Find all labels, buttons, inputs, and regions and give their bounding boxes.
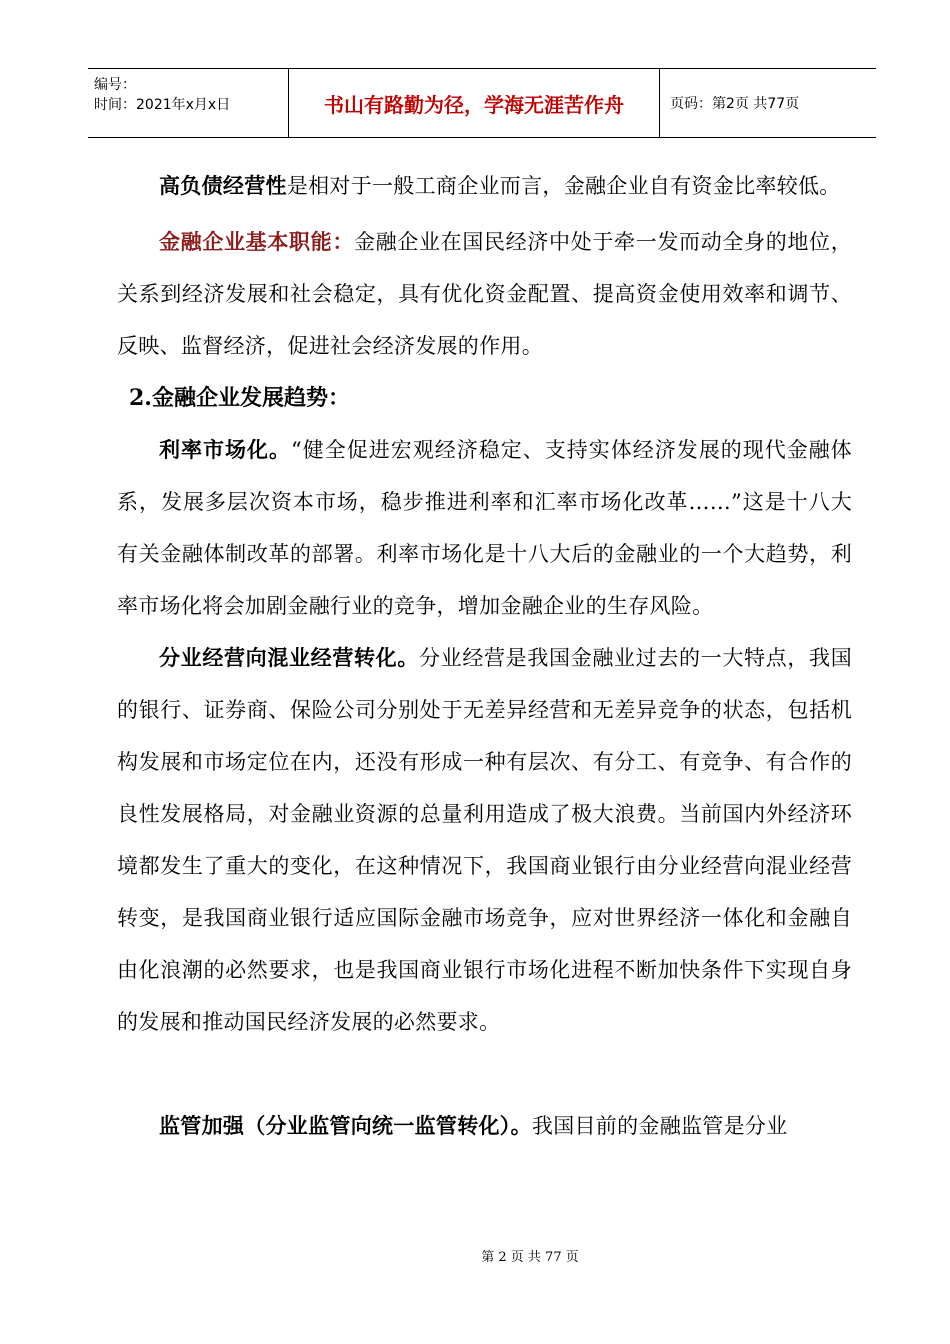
page-footer: 第 2 页 共 77 页 xyxy=(481,1250,579,1265)
paragraph-basic-functions xyxy=(117,216,852,372)
page-header xyxy=(88,68,876,138)
header-number: 编号： xyxy=(94,77,136,93)
paragraph-text: 金融企业在国民经济中处于牵一发而动全身的地位，关系到经济发展和社会稳定，具有优化资金配置、提高资金使用效率和调节、反映、监督经济，促进社会经济发展的作用。 xyxy=(117,230,852,358)
paragraph-lead: 高负债经营性 xyxy=(159,173,287,198)
paragraph-text: “健全促进宏观经济稳定、支持实体经济发展的现代金融体系，发展多层次资本市场，稳步推进利率和汇率市场化改革……”这是十八大有关金融体制改革的部署。利率市场化是十八大后的金融业的一个大趋势，利率市场化将会加剧金融行业的竞争，增加金融企业的生存风险。 xyxy=(117,438,852,618)
paragraph-text: 分业经营是我国金融业过去的一大特点，我国的银行、证券商、保险公司分别处于无差异经营和无差异竞争的状态，包括机构发展和市场定位在内，还没有形成一种有层次、有分工、有竞争、有合作的良性发展格局，对金融业资源的总量利用造成了极大浪费。当前国内外经济环境都发生了重大的变化，在这种情况下，我国商业银行由分业经营向混业经营转变，是我国商业银行适应国际金融市场竞争，应对世界经济一体化和金融自由化浪潮的必然要求，也是我国商业银行市场化进程不断加快条件下实现自身的发展和推动国民经济发展的必然要求。 xyxy=(117,646,852,1034)
document-body xyxy=(117,160,852,1152)
header-motto: 书山有路勤为径，学海无涯苦作舟 xyxy=(288,69,660,137)
paragraph-lead: 金融企业基本职能： xyxy=(159,229,355,254)
header-page-code: 页码：第2页 共77页 xyxy=(670,96,800,112)
header-meta xyxy=(88,69,288,137)
paragraph-lead: 监管加强（分业监管向统一监管转化）。 xyxy=(159,1113,532,1138)
paragraph-lead: 分业经营向混业经营转化。 xyxy=(159,645,420,670)
blank-line xyxy=(117,1048,852,1100)
paragraph-text: 我国目前的金融监管是分业 xyxy=(531,1114,788,1138)
section-heading: 2.金融企业发展趋势： xyxy=(129,385,350,411)
paragraph-lead: 利率市场化。 xyxy=(159,437,291,462)
paragraph-mixed-operation xyxy=(117,632,852,1048)
paragraph-text: 是相对于一般工商企业而言，金融企业自有资金比率较低。 xyxy=(286,174,841,198)
paragraph-high-debt xyxy=(117,160,852,212)
header-time: 时间：2021年x月x日 xyxy=(94,97,231,113)
paragraph-supervision xyxy=(117,1100,852,1152)
paragraph-interest-rate xyxy=(117,424,852,632)
